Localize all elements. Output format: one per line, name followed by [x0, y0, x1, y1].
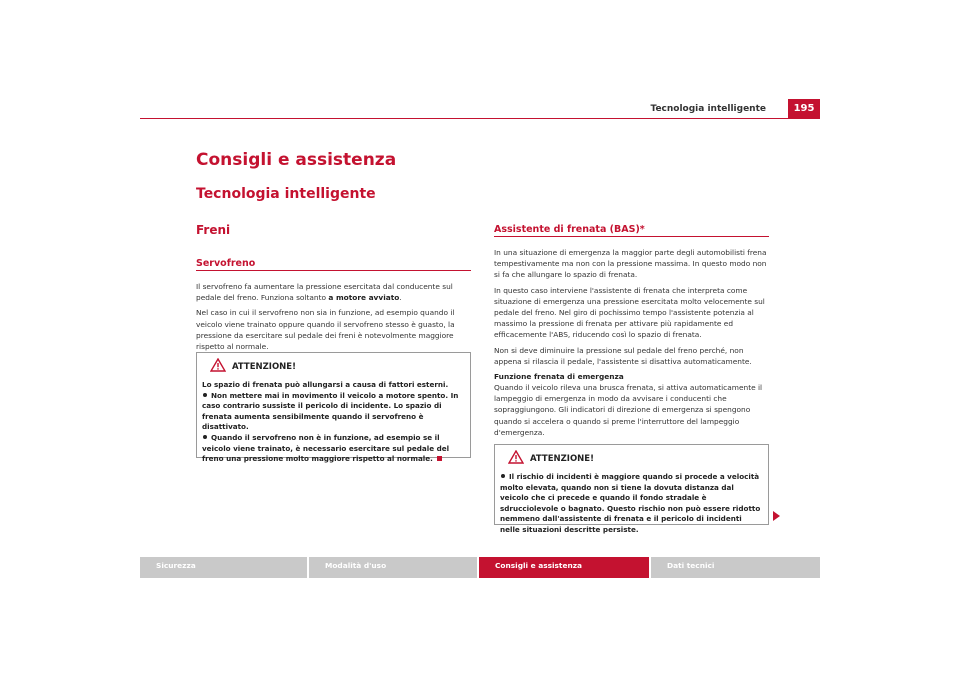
chapter-title: Consigli e assistenza — [196, 150, 397, 170]
right-heading: Assistente di frenata (BAS)* — [494, 224, 645, 235]
left-paragraph-1: Il servofreno fa aumentare la pressione esercitata dal conducente sul pedale del freno. Funziona soltanto a motore avviato. — [196, 282, 453, 303]
page-number: 195 — [788, 99, 820, 118]
running-header-title: Tecnologia intelligente — [650, 104, 766, 114]
bullet-icon — [203, 393, 207, 397]
continue-arrow-icon[interactable] — [773, 511, 780, 521]
left-warning-bullet-2: Quando il servofreno non è in funzione, ad esempio se il veicolo viene trainato, è necessario esercitare sul pedale del freno una pressione molto maggiore rispetto al normale. — [202, 432, 450, 464]
header-rule — [140, 118, 820, 119]
right-heading-rule — [494, 236, 769, 237]
right-warning-box — [494, 444, 769, 534]
right-paragraph-4: Quando il veicolo rileva una brusca frenata, si attiva automaticamente il lampeggio di emergenza in modo da avvisare i conducenti che sopraggiungono. Gli indicatori di direzione di emergenza si spengono quando si accelera o quando si preme l'interruttore del lampeggio d'emergenza. — [494, 383, 763, 437]
left-warning-bullet-1: Non mettere mai in movimento il veicolo a motore spento. In caso contrario sussiste il pericolo di incidente. Lo spazio di frenata aumenta sensibilmente quando il servofreno è disattivato. — [202, 390, 459, 432]
right-paragraph-3: Non si deve diminuire la pressione sul pedale del freno perché, non appena si rilascia il pedale, l'assistente si disattiva automaticamente. — [494, 345, 752, 366]
left-heading: Servofreno — [196, 258, 256, 269]
warning-triangle-icon — [508, 449, 524, 468]
section-title: Tecnologia intelligente — [196, 186, 376, 202]
right-warning-title: ATTENZIONE! — [530, 453, 594, 464]
left-warning-intro: Lo spazio di frenata può allungarsi a causa di fattori esterni. — [202, 380, 449, 389]
right-warning-header — [508, 449, 763, 468]
left-warning-header — [210, 357, 465, 376]
left-body — [196, 281, 471, 356]
right-paragraph-2: In questo caso interviene l'assistente di frenata che interpreta come situazione di emergenza una pressione esercitata molto velocemente sul pedale del freno. Nel giro di pochissimo tempo l'assistente potenzia al massimo la pressione di frenata per attivare più rapidamente ed efficacemente l'ABS, riducendo così lo spazio di frenata. — [494, 285, 765, 340]
bullet-icon — [203, 435, 207, 439]
subsection-title: Freni — [196, 223, 231, 237]
footer-tab-sicurezza[interactable]: Sicurezza — [140, 557, 307, 578]
footer-tab-consigli-e-assistenza[interactable]: Consigli e assistenza — [479, 557, 649, 578]
right-subheading: Funzione frenata di emergenza — [494, 372, 624, 382]
warning-triangle-icon — [210, 357, 226, 376]
left-paragraph-2: Nel caso in cui il servofreno non sia in funzione, ad esempio quando il veicolo viene trainato oppure quando il servofreno stesso è guasto, la pressione da esercitare sul pedale dei freni è notevolmente maggiore rispetto al normale. — [196, 308, 455, 352]
section-end-icon — [437, 456, 442, 461]
right-warning-bullet-1: Il rischio di incidenti è maggiore quando si procede a velocità molto elevata, quando non si tiene la dovuta distanza dal veicolo che ci precede e quando il fondo stradale è sdrucciolevole o bagnato. Questo rischio non può essere ridotto nemmeno dall'assistente di frenata e il pericolo di incidenti nelle situazioni descritte persiste. — [500, 472, 761, 534]
right-body — [494, 247, 769, 442]
left-warning-box — [196, 352, 471, 464]
left-warning-title: ATTENZIONE! — [232, 361, 296, 372]
bullet-icon — [501, 474, 505, 478]
right-paragraph-1: In una situazione di emergenza la maggior parte degli automobilisti frena tempestivamente ma non con la pressione massima. In questo modo non si fa che allungare lo spazio di frenata. — [494, 248, 767, 280]
footer-tab-dati-tecnici[interactable]: Dati tecnici — [651, 557, 820, 578]
footer-tab-modalita-duso[interactable]: Modalità d'uso — [309, 557, 477, 578]
left-heading-rule — [196, 270, 471, 271]
